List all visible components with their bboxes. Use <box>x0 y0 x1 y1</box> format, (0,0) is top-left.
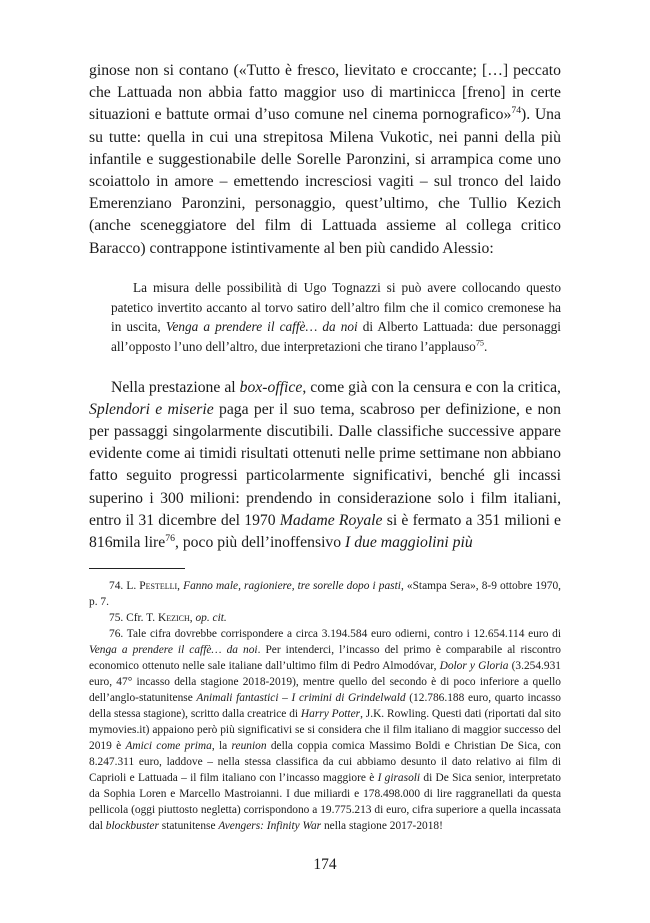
note-title: Avengers: Infinity War <box>218 820 322 833</box>
footnotes <box>89 578 561 834</box>
film-title-splendori: Splendori e miserie <box>89 400 214 418</box>
paragraph-2 <box>89 377 561 555</box>
note-text: di De Sica senior, interpretato da Sophia Loren e Marcello Mastroianni. I due miliardi e 178.498.000 di lire raggranellati da questa pellicola (oggi piuttosto negletta) corrispondono a 19.775.213 di euro, cifra superiore a quella incassata dal <box>89 772 562 833</box>
paragraph-1 <box>89 60 561 260</box>
footnote-76 <box>89 626 561 834</box>
footnote-ref-74[interactable]: 74 <box>511 105 522 117</box>
film-title-due-maggiolini: I due maggiolini più <box>345 534 473 552</box>
citation-rest: , «Stampa Sera», 8-9 ottobre 1970, p. 7. <box>89 580 561 609</box>
note-text: della coppia comica Massimo Boldi e Christian De Sica, con 8.247.311 euro, laddove – nella stessa classifica da cui abbiamo desunto il dato relativo ai film di Caprioli e Lattuada – il film italiano con l’incasso maggiore è <box>89 740 561 785</box>
note-title: Dolor y Gloria <box>439 660 509 673</box>
note-text: . Per intenderci, l’incasso del primo è comparabile al riscontro economico ottenuto nelle sale italiane dall’ultimo film di Pedro Almodóvar, <box>89 644 561 673</box>
note-text: , J.K. Rowling. Questi dati (riportati dal sito mymovies.it) appaiono però più significativi se si considera che il film italiano di maggior successo del 2019 è <box>89 708 562 753</box>
op-cit: op. cit. <box>195 612 227 625</box>
quote-end: . <box>484 338 488 354</box>
paragraph-2-text-e: , poco più dell’inoffensivo <box>174 534 346 552</box>
citation-prefix: Cfr. T. <box>126 612 158 625</box>
note-text: (12.786.188 euro, quarto incasso della stessa stagione), scritto dalla creatrice di <box>89 692 561 721</box>
note-term: blockbuster <box>105 820 159 833</box>
film-title-madame-royale: Madame Royale <box>279 511 383 529</box>
quote-text: La misura delle possibilità di Ugo Tognazzi si può avere collocando questo patetico invertito accanto al torvo satiro dell’altro film che il comico cremonese ha in uscita, <box>111 279 561 335</box>
quote-film-title: Venga a prendere il caffè… da noi <box>165 319 358 335</box>
footnote-ref-76[interactable]: 76 <box>165 532 175 544</box>
note-term: reunion <box>231 740 267 753</box>
footnote-75 <box>89 610 561 626</box>
paragraph-2-text: Nella prestazione al <box>111 378 240 396</box>
note-text: , la <box>211 740 232 753</box>
quote-text-cont: di Alberto Lattuada: due personaggi all’opposto l’uno dell’altro, due interpretazioni che tirano l’applauso <box>111 319 561 354</box>
author-name: Kezich <box>157 612 190 625</box>
note-text: (3.254.931 euro, 47° incasso della stagione 2018-2019), mentre quello del secondo è di poco inferiore a quello dell’anglo-statunitense <box>89 660 561 705</box>
paragraph-2-text-c: paga per il suo tema, scabroso per definizione, e non per passaggi singolarmente discutibili. Dalle classifiche successive appare evidente come ai timidi risultati ottenuti nelle prime settimane non abbiano fatto seguito progressi particolarmente significativi, benché gli incassi superino i 300 milioni: prendendo in considerazione solo i film italiani, entro il 31 dicembre del 1970 <box>89 400 561 529</box>
footnote-number: 74. <box>109 580 124 593</box>
note-title: Amici come prima <box>125 740 212 753</box>
separator: , <box>177 580 184 593</box>
footnote-divider <box>89 568 185 569</box>
note-text: Tale cifra dovrebbe corrispondere a circa 3.194.584 euro odierni, contro i 12.654.114 euro di <box>126 628 561 641</box>
note-text: nella stagione 2017-2018! <box>321 820 443 833</box>
note-text: statunitense <box>158 820 219 833</box>
page-number: 174 <box>313 856 337 873</box>
note-title: Animali fantastici – I crimini di Grindelwald <box>196 692 406 705</box>
author-initial: L. <box>126 580 140 593</box>
note-title: Venga a prendere il caffè… da noi <box>89 644 258 657</box>
paragraph-2-text-d: si è fermato a 351 milioni e 816mila lire <box>89 511 561 552</box>
paragraph-1-text-cont: ). Una su tutte: quella in cui una strepitosa Milena Vukotic, nei panni della più infantile e suggestionabile delle Sorelle Paronzini, si arrampica come uno scoiattolo in amore – emettendo incresciosi vagiti – sul tronco del laido Emerenziano Paronzini, personaggio, quest’ultimo, che Tullio Kezich (anche sceneggiatore del film di Lattuada assieme al collega critico Baracco) contrappone istintivamente al ben più candido Alessio: <box>89 106 561 257</box>
author-name: Pestelli <box>139 580 178 593</box>
separator: , <box>189 612 196 625</box>
block-quote <box>111 278 561 357</box>
footnote-number: 76. <box>109 628 124 641</box>
term-box-office: box-office <box>239 378 303 396</box>
article-title: Fanno male, ragioniere, tre sorelle dopo i pasti <box>183 580 401 593</box>
page-body <box>89 60 561 834</box>
footnote-number: 75. <box>109 612 124 625</box>
paragraph-1-text: ginose non si contano («Tutto è fresco, lievitato e croccante; […] peccato che Lattuada non abbia fatto maggior uso di martinicca [freno] in certe situazioni e battute ormai d’uso comune nel cinema pornografico» <box>89 62 561 124</box>
paragraph-2-text-b: , come già con la censura e con la critica, <box>302 378 561 396</box>
footnote-74 <box>89 578 561 610</box>
footnote-ref-75[interactable]: 75 <box>475 338 485 348</box>
note-title: Harry Potter <box>300 708 361 721</box>
note-title: I girasoli <box>377 772 421 785</box>
